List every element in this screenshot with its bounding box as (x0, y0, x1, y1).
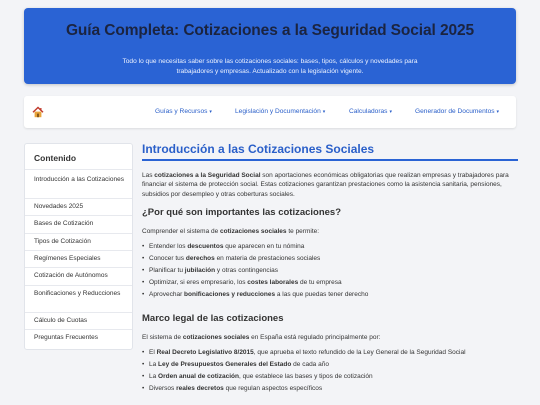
emphasis: jubilación (184, 267, 216, 274)
text: que regulan aspectos específicos (223, 385, 323, 392)
hero-banner (24, 8, 516, 84)
text: Conocer tus (149, 255, 186, 262)
text: El sistema de (142, 334, 183, 341)
why-heading: ¿Por qué son importantes las cotizaciones? (142, 207, 342, 218)
emphasis: Real Decreto Legislativo 8/2015 (156, 349, 254, 356)
emphasis: reales decretos (176, 385, 224, 392)
text: La (149, 361, 159, 368)
text: Aprovechar (149, 291, 185, 298)
nav-label: Legislación y Documentación (235, 108, 321, 115)
nav-label: Guías y Recursos (155, 108, 208, 115)
page-subtitle: Todo lo que necesitas saber sobre las cotizaciones sociales: bases, tipos, cálculos y novedades para trabajadores y empresas. Actualizado con la legislación vigente. (122, 58, 418, 75)
divider (25, 285, 132, 286)
text: que aparecen en tu nómina (223, 243, 305, 250)
text: son aportaciones económicas obligatorias que realizan empresas y trabajadores para financiar el sistema de protección social. Estas cotizaciones garantizan prestaciones como la asistencia sanitaria, pensiones, subsidios por desempleo y otras coberturas sociales. (142, 172, 509, 198)
sidebar-item-tipos[interactable]: Tipos de Cotización (34, 238, 91, 245)
chevron-down-icon: ▾ (209, 109, 212, 115)
emphasis: cotizaciones sociales (220, 228, 287, 235)
divider (25, 215, 132, 216)
list-item (149, 373, 373, 380)
sidebar-item-autonomos[interactable]: Cotización de Autónomos (34, 272, 108, 279)
emphasis: descuentos (187, 243, 224, 250)
divider (25, 267, 132, 268)
list-item (149, 361, 329, 368)
nav-generador[interactable] (415, 108, 499, 115)
emphasis: cotizaciones a la Seguridad Social (154, 172, 261, 179)
list-item (149, 349, 466, 356)
divider (25, 250, 132, 251)
text: Comprender el sistema de (142, 228, 221, 235)
text: en materia de prestaciones sociales (214, 255, 321, 262)
sidebar-item-preguntas[interactable]: Preguntas Frecuentes (34, 334, 98, 341)
emphasis: Orden anual de cotización (158, 373, 239, 380)
nav-guias-recursos[interactable] (155, 108, 212, 115)
divider (25, 169, 132, 170)
nav-calculadoras[interactable] (349, 108, 392, 115)
nav-label: Calculadoras (349, 108, 388, 115)
sidebar-item-calculo[interactable]: Cálculo de Cuotas (34, 317, 88, 324)
sidebar-item-regimenes[interactable]: Regímenes Especiales (34, 255, 101, 262)
page-title: Guía Completa: Cotizaciones a la Seguridad Social 2025 (65, 22, 475, 39)
emphasis: derechos (185, 255, 215, 262)
emphasis: cotizaciones sociales (182, 334, 250, 341)
list-item (149, 291, 368, 298)
text: Las (142, 172, 155, 179)
section-title: Introducción a las Cotizaciones Sociales (142, 142, 375, 156)
text: a las que puedas tener derecho (275, 291, 369, 298)
chevron-down-icon: ▾ (322, 109, 326, 115)
main-nav (24, 96, 516, 128)
text: La (149, 373, 159, 380)
emphasis: bonificaciones y reducciones (184, 291, 276, 298)
sidebar-item-bases[interactable]: Bases de Cotización (34, 220, 94, 227)
sidebar-item-novedades[interactable]: Novedades 2025 (34, 203, 84, 210)
nav-legislacion[interactable] (235, 108, 325, 115)
list-item (149, 279, 342, 286)
text: Planificar tu (149, 267, 185, 274)
intro-paragraph (142, 171, 516, 199)
main-content (142, 140, 518, 405)
sidebar-title: Contenido (34, 153, 77, 163)
why-lead (142, 227, 516, 236)
text: en España está regulado principalmente por: (249, 334, 381, 341)
divider (25, 198, 132, 199)
legal-lead (142, 333, 516, 342)
text: , que aprueba el texto refundido de la Ley General de la Seguridad Social (253, 349, 466, 356)
text: Diversos (149, 385, 177, 392)
list-item (149, 255, 320, 262)
text: te permite: (286, 228, 320, 235)
divider (25, 312, 132, 313)
home-icon[interactable] (32, 106, 44, 118)
chevron-down-icon: ▾ (389, 109, 392, 115)
emphasis: Ley de Presupuestos Generales del Estado (158, 361, 292, 368)
text: Entender los (149, 243, 188, 250)
text: El (149, 349, 157, 356)
list-item (149, 385, 322, 392)
list-item (149, 267, 278, 274)
sidebar-item-introduccion[interactable]: Introducción a las Cotizaciones (34, 176, 124, 183)
legal-heading: Marco legal de las cotizaciones (142, 313, 284, 324)
emphasis: costes laborales (247, 279, 299, 286)
text: de tu empresa (298, 279, 342, 286)
nav-label: Generador de Documentos (415, 108, 495, 115)
divider (25, 329, 132, 330)
text: de cada año (291, 361, 329, 368)
title-underline (142, 159, 518, 161)
divider (25, 233, 132, 234)
text: , que establece las bases y tipos de cotización (238, 373, 373, 380)
chevron-down-icon: ▾ (496, 109, 500, 115)
sidebar-toc (24, 143, 133, 350)
text: y otras contingencias (215, 267, 278, 274)
text: Optimizar, si eres empresario, los (149, 279, 248, 286)
list-item (149, 243, 304, 250)
sidebar-item-bonificaciones[interactable]: Bonificaciones y Reducciones (34, 290, 121, 297)
